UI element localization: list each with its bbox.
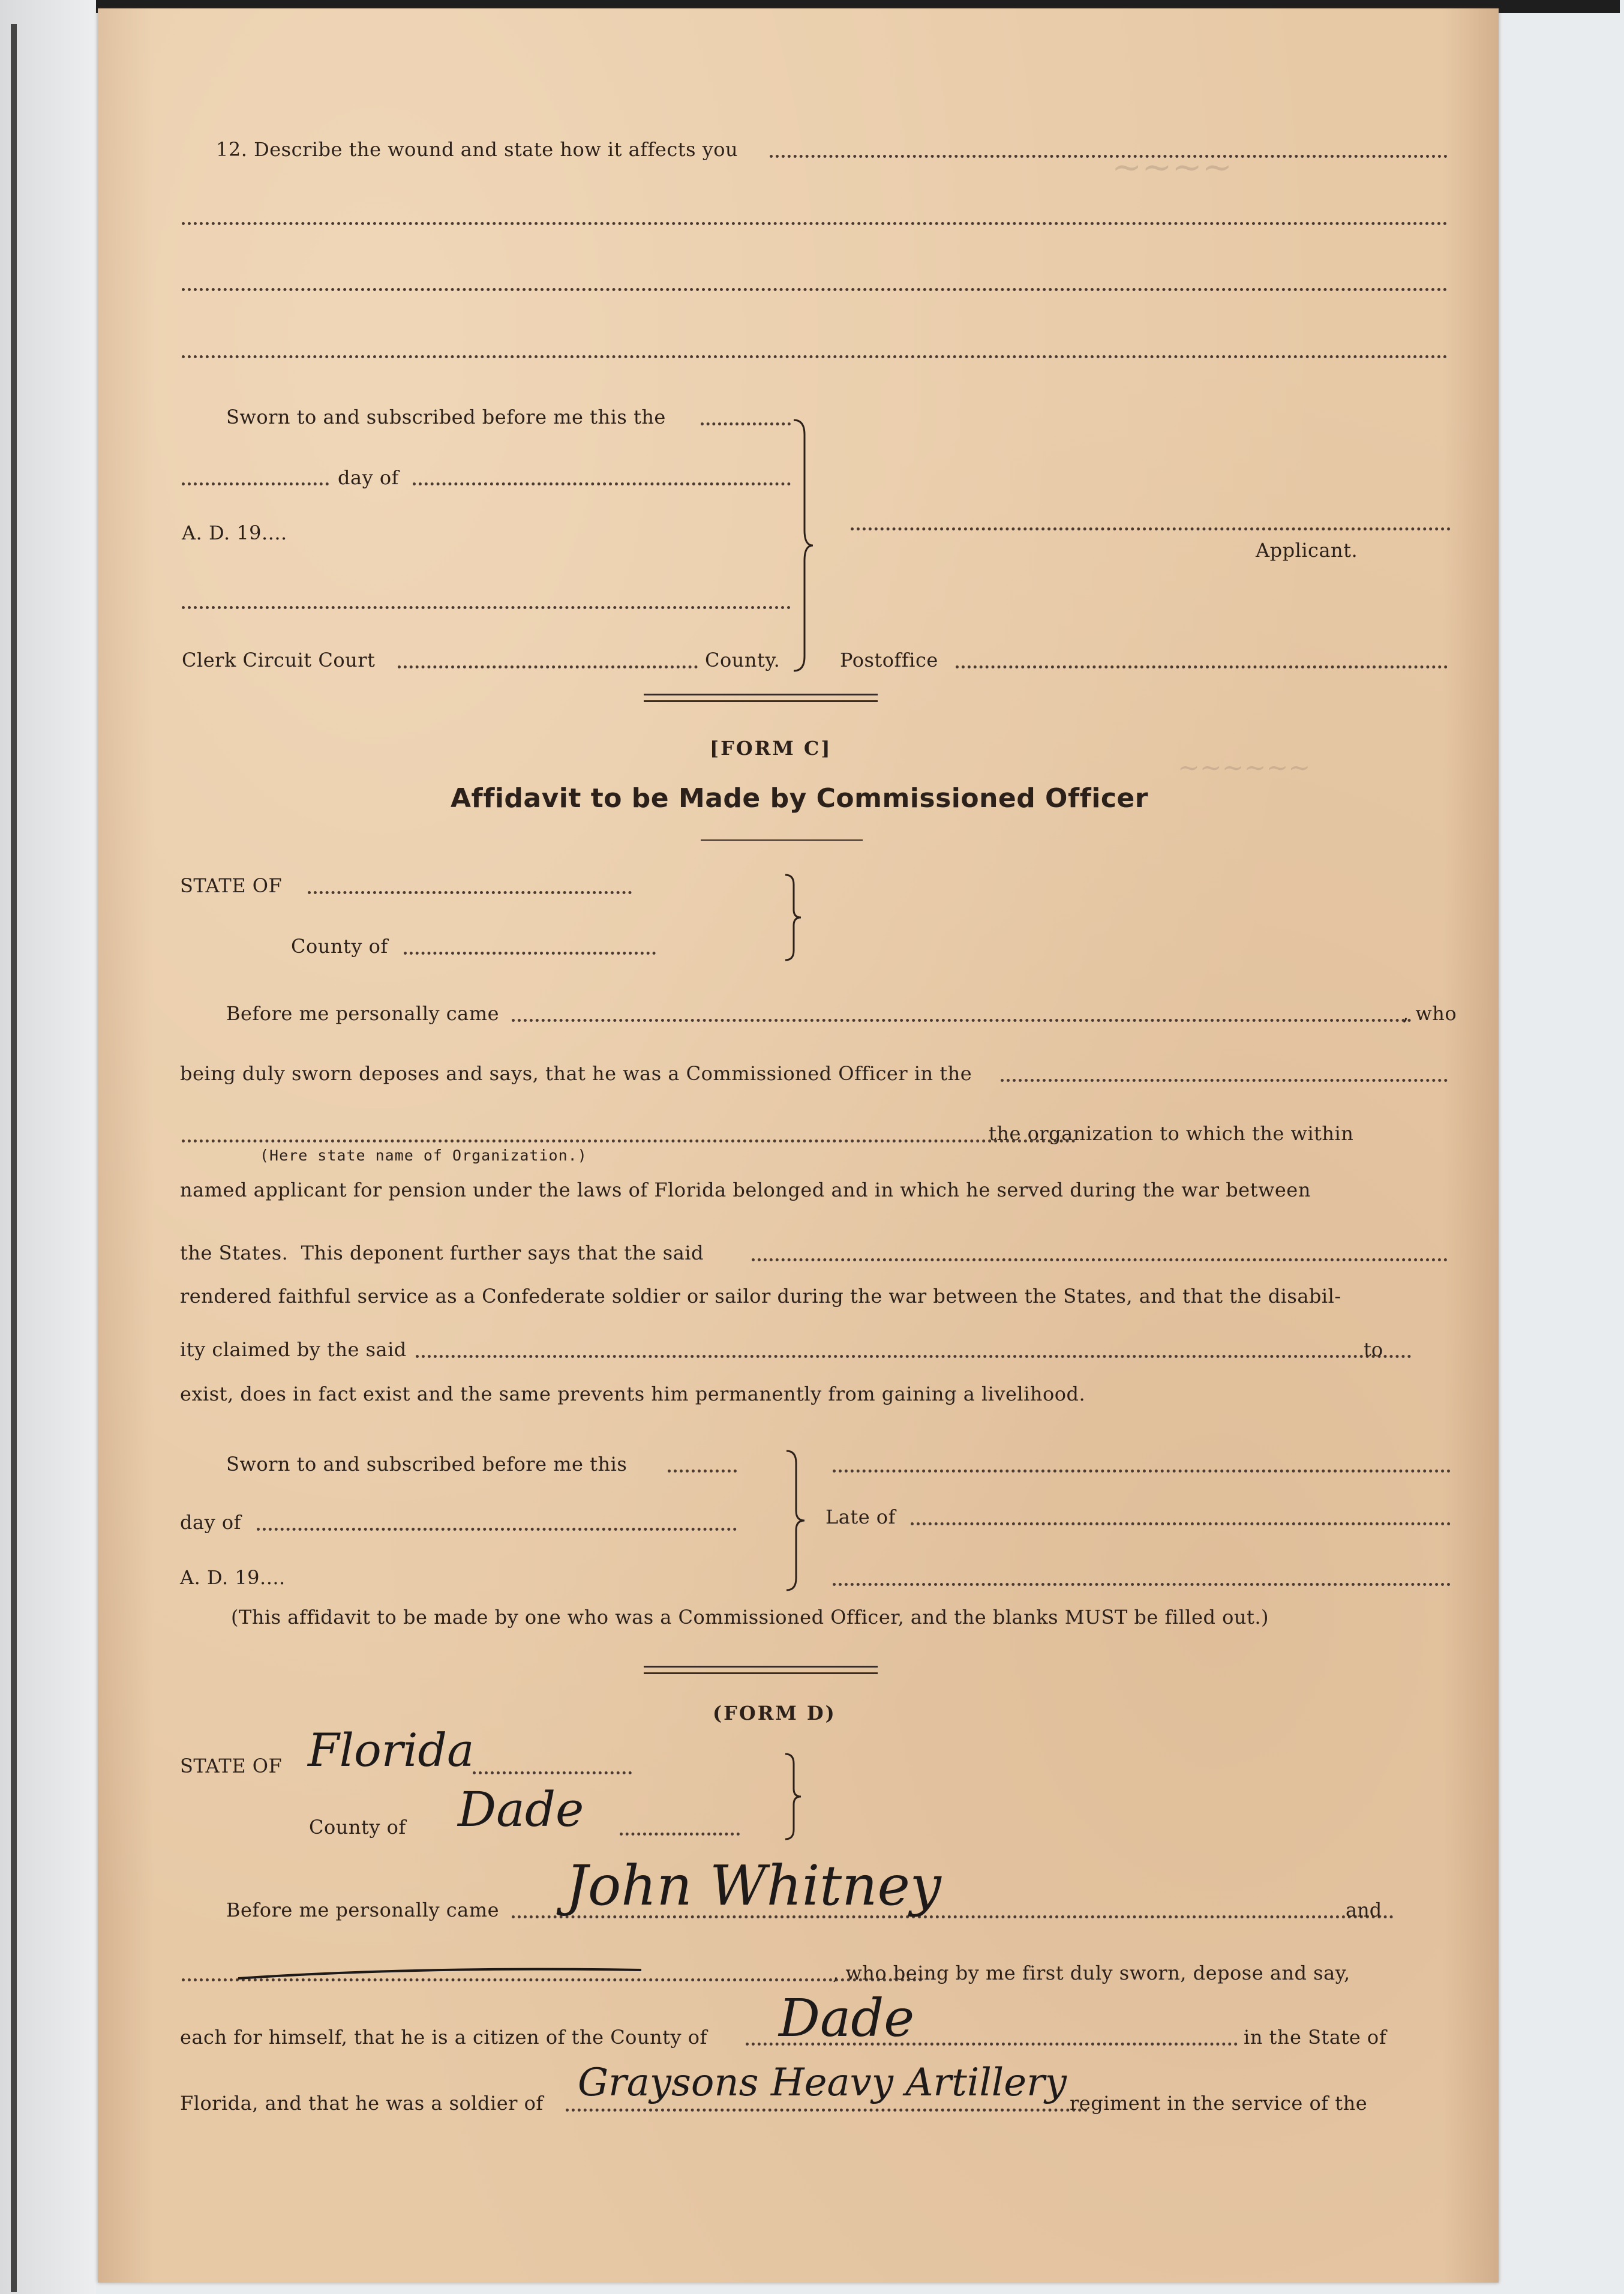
- day-of-label: day of: [180, 1511, 241, 1534]
- form-d-label: (FORM D): [713, 1702, 836, 1725]
- bleed-through-mark: ~~~~~~: [1178, 752, 1311, 783]
- affidavit-line-7: ity claimed by the said: [180, 1338, 407, 1361]
- handwritten-regiment: Graysons Heavy Artillery: [578, 2061, 1067, 2105]
- blank: [620, 1833, 740, 1836]
- blank: [701, 422, 791, 425]
- officer-signature-blank: [833, 1470, 1451, 1473]
- blank: [308, 891, 632, 894]
- organization-hint: (Here state name of Organization.): [260, 1147, 587, 1164]
- before-me-label: Before me personally came: [226, 1899, 500, 1921]
- state-of-label: STATE OF: [180, 874, 283, 897]
- brace: [782, 872, 806, 962]
- affidavit-line-5: the States. This deponent further says that the said: [180, 1242, 704, 1264]
- handwritten-name: John Whitney: [566, 1854, 941, 1918]
- handwritten-state: Florida: [308, 1723, 475, 1777]
- brace: [788, 416, 818, 674]
- sworn-label: Sworn to and subscribed before me this: [226, 1453, 628, 1476]
- bleed-through-mark: ~~~~: [1112, 146, 1233, 188]
- blank: [404, 952, 656, 955]
- blank: [512, 1019, 1412, 1022]
- blank: [416, 1355, 1412, 1358]
- blank: [956, 665, 1448, 668]
- brace: [782, 1752, 806, 1842]
- form-d-line-2: , who being by me first duly sworn, depose and say,: [833, 1962, 1350, 1984]
- form-c-label: [FORM C]: [710, 737, 832, 760]
- blank: [833, 1583, 1451, 1586]
- double-rule: [644, 694, 878, 695]
- double-rule: [644, 1672, 878, 1674]
- document-page: [98, 8, 1499, 2283]
- title-rule: [701, 839, 863, 841]
- county-label: County.: [705, 649, 781, 671]
- handwritten-dash: [236, 1962, 644, 1986]
- before-me-label: Before me personally came: [226, 1002, 500, 1025]
- blank: [182, 482, 329, 485]
- state-of-label: STATE OF: [180, 1755, 283, 1777]
- brace: [783, 1449, 809, 1593]
- answer-blank: [182, 288, 1448, 291]
- ad-label: A. D. 19....: [180, 1566, 286, 1589]
- blank: [473, 1771, 632, 1774]
- postoffice-label: Postoffice: [840, 649, 938, 671]
- organization-blank: [182, 1139, 1076, 1142]
- blank: [257, 1528, 737, 1531]
- to-label: to: [1364, 1338, 1383, 1361]
- double-rule: [644, 1666, 878, 1668]
- blank: [668, 1470, 737, 1473]
- form-d-line-4b: regiment in the service of the: [1070, 2092, 1368, 2115]
- answer-blank: [182, 355, 1448, 358]
- handwritten-county-2: Dade: [779, 1989, 915, 2049]
- and-label: and: [1346, 1899, 1382, 1921]
- organization-tail: the organization to which the within: [989, 1122, 1354, 1145]
- county-of-label: County of: [309, 1816, 406, 1839]
- sworn-label: Sworn to and subscribed before me this the: [226, 406, 666, 428]
- blank: [752, 1258, 1448, 1261]
- late-of-label: Late of: [825, 1506, 896, 1528]
- answer-blank: [182, 222, 1448, 225]
- question-12: 12. Describe the wound and state how it affects you: [216, 138, 739, 161]
- clerk-label: Clerk Circuit Court: [182, 649, 376, 671]
- applicant-signature-blank: [851, 527, 1451, 530]
- blank: [566, 2109, 1088, 2112]
- answer-blank: [770, 155, 1448, 158]
- form-c-title: Affidavit to be Made by Commissioned Officer: [451, 783, 1148, 814]
- county-of-label: County of: [291, 935, 388, 958]
- form-d-line-3b: in the State of: [1244, 2026, 1387, 2049]
- handwritten-county: Dade: [458, 1782, 584, 1837]
- day-of-label: day of: [338, 466, 399, 489]
- applicant-label: Applicant.: [1256, 539, 1358, 562]
- scanner-edge: [11, 24, 17, 2292]
- form-d-line-4a: Florida, and that he was a soldier of: [180, 2092, 544, 2115]
- blank: [182, 606, 791, 609]
- affidavit-line-8: exist, does in fact exist and the same prevents him permanently from gaining a livelihood.: [180, 1383, 1086, 1405]
- blank: [1001, 1079, 1448, 1082]
- form-d-line-3a: each for himself, that he is a citizen of the County of: [180, 2026, 707, 2049]
- affidavit-note: (This affidavit to be made by one who was a Commissioned Officer, and the blanks MUST be filled out.): [231, 1606, 1269, 1629]
- affidavit-line-2: being duly sworn deposes and says, that he was a Commissioned Officer in the: [180, 1062, 972, 1085]
- ad-label: A. D. 19....: [182, 521, 287, 544]
- double-rule: [644, 700, 878, 702]
- who-label: , who: [1403, 1002, 1457, 1025]
- blank: [413, 482, 791, 485]
- blank: [911, 1522, 1451, 1525]
- affidavit-line-4: named applicant for pension under the laws of Florida belonged and in which he served during the war between: [180, 1179, 1311, 1201]
- affidavit-line-6: rendered faithful service as a Confederate soldier or sailor during the war between the States, and that the disabil-: [180, 1285, 1341, 1308]
- blank: [398, 665, 698, 668]
